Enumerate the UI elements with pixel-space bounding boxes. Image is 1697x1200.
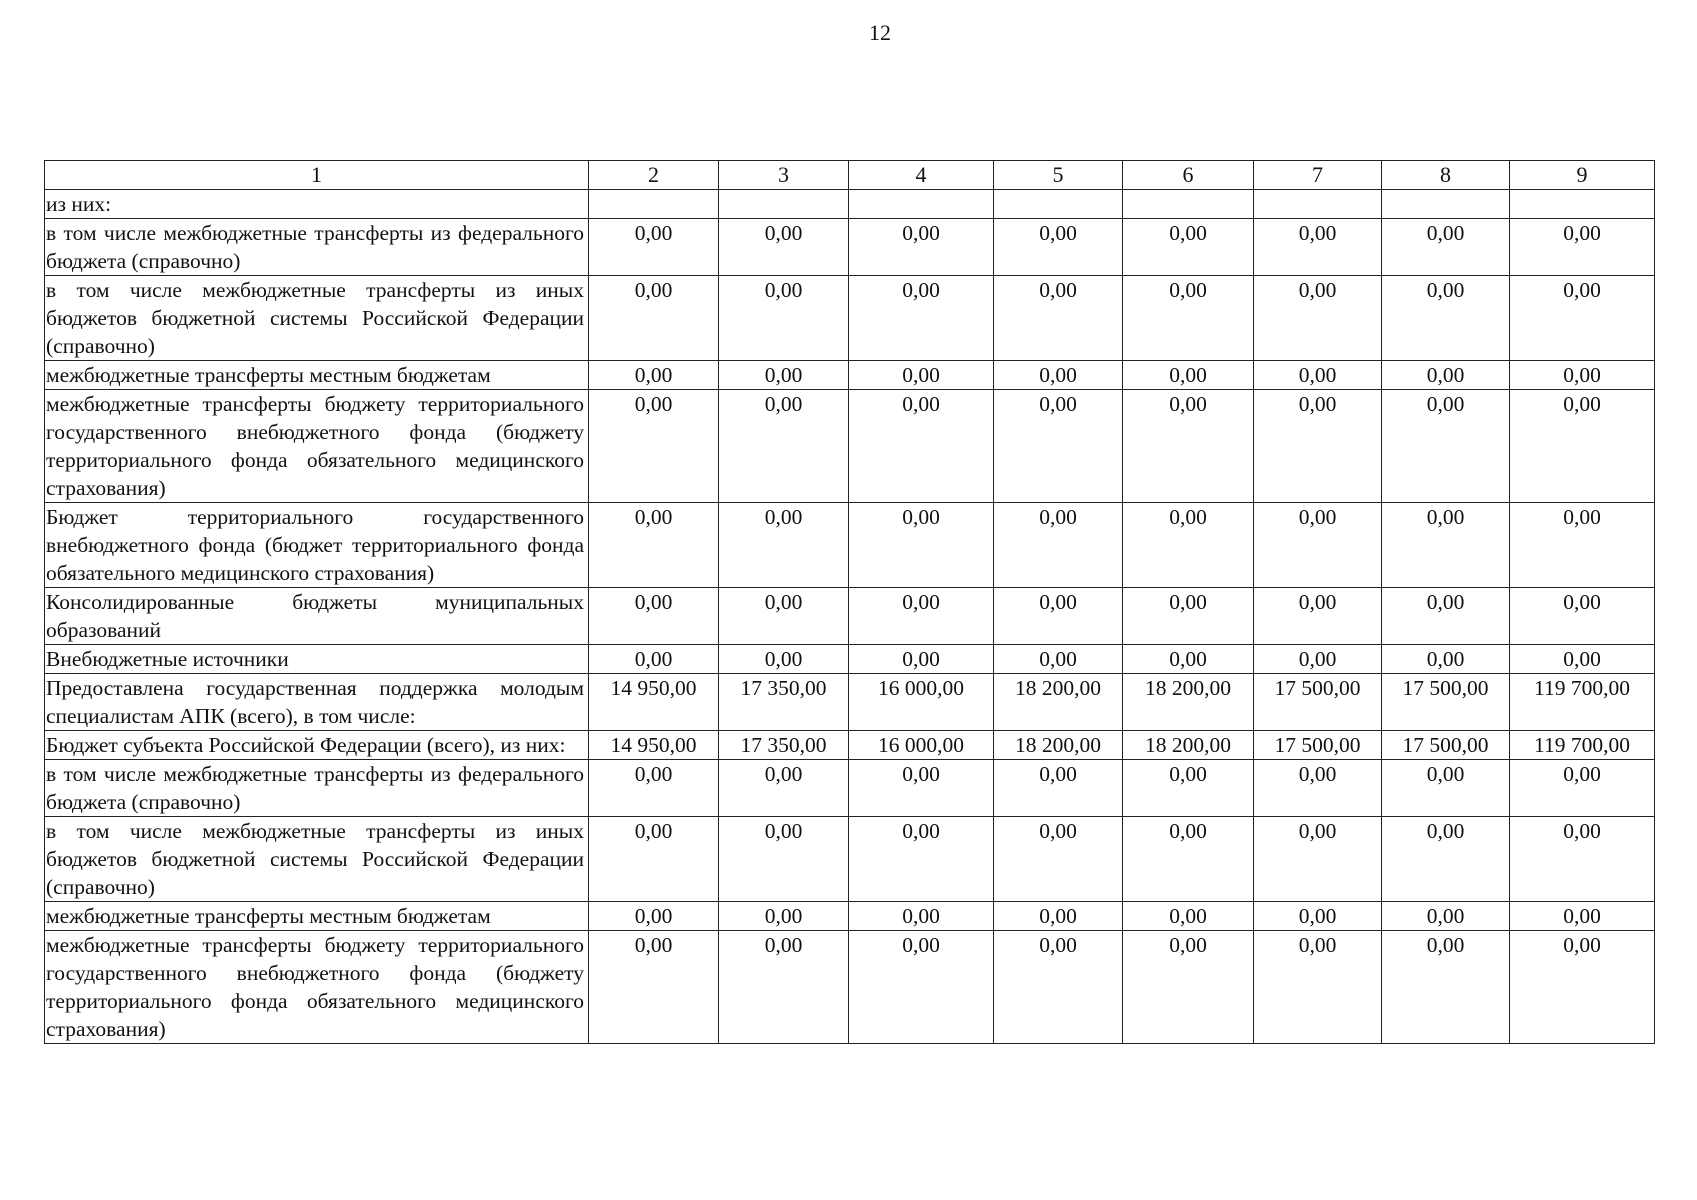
row-value (1123, 190, 1254, 219)
row-value (719, 190, 849, 219)
column-header: 8 (1382, 161, 1510, 190)
row-value: 0,00 (1254, 760, 1382, 817)
table-header-row (45, 161, 1655, 190)
row-value: 0,00 (849, 760, 994, 817)
row-value: 0,00 (589, 276, 719, 361)
row-value: 0,00 (719, 503, 849, 588)
row-value: 0,00 (1510, 390, 1655, 503)
row-value: 0,00 (719, 276, 849, 361)
row-value: 0,00 (1123, 931, 1254, 1044)
row-value: 0,00 (719, 817, 849, 902)
row-value: 18 200,00 (994, 731, 1123, 760)
row-value: 0,00 (589, 902, 719, 931)
row-value: 0,00 (589, 645, 719, 674)
row-value: 0,00 (1382, 219, 1510, 276)
row-value: 17 350,00 (719, 674, 849, 731)
row-label: Консолидированные бюджеты муниципальных образований (45, 588, 589, 645)
row-value: 0,00 (719, 931, 849, 1044)
row-value: 0,00 (1510, 219, 1655, 276)
row-value: 0,00 (719, 760, 849, 817)
table-row (45, 760, 1655, 817)
row-value (994, 190, 1123, 219)
row-value: 0,00 (1510, 817, 1655, 902)
row-value (1382, 190, 1510, 219)
row-value: 0,00 (589, 931, 719, 1044)
row-value: 0,00 (589, 390, 719, 503)
row-value (1254, 190, 1382, 219)
row-value: 0,00 (849, 219, 994, 276)
row-value: 0,00 (849, 931, 994, 1044)
row-value: 0,00 (849, 361, 994, 390)
column-header: 3 (719, 161, 849, 190)
row-value: 0,00 (994, 390, 1123, 503)
row-label: межбюджетные трансферты местным бюджетам (45, 902, 589, 931)
row-value: 0,00 (849, 588, 994, 645)
row-value: 0,00 (719, 390, 849, 503)
table-row (45, 817, 1655, 902)
row-value: 0,00 (589, 503, 719, 588)
row-value (1510, 190, 1655, 219)
row-value: 17 350,00 (719, 731, 849, 760)
row-value: 119 700,00 (1510, 674, 1655, 731)
row-value: 17 500,00 (1382, 674, 1510, 731)
row-value: 16 000,00 (849, 731, 994, 760)
table-row (45, 276, 1655, 361)
row-value: 0,00 (994, 276, 1123, 361)
row-value: 0,00 (849, 390, 994, 503)
row-value: 0,00 (1254, 276, 1382, 361)
row-value: 0,00 (1123, 817, 1254, 902)
row-label: межбюджетные трансферты местным бюджетам (45, 361, 589, 390)
row-value: 17 500,00 (1254, 731, 1382, 760)
row-value: 0,00 (849, 503, 994, 588)
row-label: межбюджетные трансферты бюджету территориального государственного внебюджетного фонда (бюджету территориального фонда обязательного медицинского страхования) (45, 390, 589, 503)
row-value: 119 700,00 (1510, 731, 1655, 760)
row-value: 0,00 (1123, 760, 1254, 817)
row-value: 0,00 (1123, 219, 1254, 276)
row-value: 0,00 (1382, 588, 1510, 645)
row-value: 0,00 (1382, 361, 1510, 390)
row-value: 18 200,00 (1123, 731, 1254, 760)
row-value: 0,00 (994, 931, 1123, 1044)
row-value: 0,00 (1123, 390, 1254, 503)
row-value: 0,00 (849, 817, 994, 902)
row-label: Бюджет территориального государственного внебюджетного фонда (бюджет территориального фонда обязательного медицинского страхования) (45, 503, 589, 588)
table-row (45, 674, 1655, 731)
column-header: 9 (1510, 161, 1655, 190)
column-header: 2 (589, 161, 719, 190)
row-value: 0,00 (1382, 390, 1510, 503)
table-row (45, 902, 1655, 931)
row-label: в том числе межбюджетные трансферты из федерального бюджета (справочно) (45, 219, 589, 276)
row-value: 16 000,00 (849, 674, 994, 731)
row-value: 0,00 (719, 645, 849, 674)
row-value: 0,00 (1254, 902, 1382, 931)
row-value: 18 200,00 (994, 674, 1123, 731)
row-value: 0,00 (994, 645, 1123, 674)
row-value: 0,00 (1254, 219, 1382, 276)
row-value: 14 950,00 (589, 731, 719, 760)
row-label: из них: (45, 190, 589, 219)
column-header: 4 (849, 161, 994, 190)
row-value: 0,00 (1382, 645, 1510, 674)
row-value: 0,00 (719, 588, 849, 645)
row-value: 0,00 (589, 361, 719, 390)
row-value: 17 500,00 (1382, 731, 1510, 760)
row-value: 0,00 (1254, 361, 1382, 390)
row-label: Бюджет субъекта Российской Федерации (всего), из них: (45, 731, 589, 760)
row-label: Внебюджетные источники (45, 645, 589, 674)
row-value (849, 190, 994, 219)
row-value: 0,00 (1510, 760, 1655, 817)
row-label: в том числе межбюджетные трансферты из федерального бюджета (справочно) (45, 760, 589, 817)
table-row (45, 731, 1655, 760)
row-value: 0,00 (994, 817, 1123, 902)
row-value: 0,00 (1510, 276, 1655, 361)
table-row (45, 931, 1655, 1044)
row-value: 0,00 (1254, 817, 1382, 902)
row-value: 0,00 (719, 902, 849, 931)
table-body (45, 161, 1655, 1044)
row-value: 0,00 (719, 361, 849, 390)
row-value: 0,00 (849, 276, 994, 361)
row-value: 0,00 (1382, 817, 1510, 902)
row-value: 0,00 (1510, 361, 1655, 390)
table-row (45, 645, 1655, 674)
row-value: 0,00 (1123, 276, 1254, 361)
table-row (45, 588, 1655, 645)
row-value: 0,00 (994, 361, 1123, 390)
row-label: Предоставлена государственная поддержка молодым специалистам АПК (всего), в том числе: (45, 674, 589, 731)
row-value: 18 200,00 (1123, 674, 1254, 731)
row-value: 0,00 (1510, 645, 1655, 674)
column-header: 7 (1254, 161, 1382, 190)
row-value: 0,00 (1254, 931, 1382, 1044)
row-value: 0,00 (1254, 390, 1382, 503)
row-value: 0,00 (589, 817, 719, 902)
row-value: 0,00 (1510, 588, 1655, 645)
row-value: 0,00 (1123, 361, 1254, 390)
table-row (45, 361, 1655, 390)
table-row (45, 219, 1655, 276)
table-row (45, 190, 1655, 219)
row-value: 0,00 (1382, 503, 1510, 588)
page-number: 12 (869, 20, 891, 45)
row-value: 0,00 (1510, 503, 1655, 588)
row-value: 14 950,00 (589, 674, 719, 731)
row-value: 0,00 (589, 588, 719, 645)
row-value: 0,00 (1382, 902, 1510, 931)
row-value: 0,00 (1123, 503, 1254, 588)
budget-table (44, 160, 1655, 1044)
row-value: 0,00 (1382, 276, 1510, 361)
row-label: в том числе межбюджетные трансферты из иных бюджетов бюджетной системы Российской Федерации (справочно) (45, 817, 589, 902)
row-value: 0,00 (1123, 645, 1254, 674)
row-label: межбюджетные трансферты бюджету территориального государственного внебюджетного фонда (бюджету территориального фонда обязательного медицинского страхования) (45, 931, 589, 1044)
column-header: 6 (1123, 161, 1254, 190)
row-value: 0,00 (1123, 588, 1254, 645)
row-value (589, 190, 719, 219)
row-value: 0,00 (1254, 645, 1382, 674)
column-header: 5 (994, 161, 1123, 190)
row-value: 0,00 (719, 219, 849, 276)
row-value: 0,00 (589, 219, 719, 276)
row-value: 0,00 (1382, 760, 1510, 817)
row-value: 0,00 (1254, 588, 1382, 645)
row-value: 0,00 (1254, 503, 1382, 588)
row-value: 0,00 (849, 645, 994, 674)
row-value: 0,00 (1123, 902, 1254, 931)
row-value: 0,00 (589, 760, 719, 817)
row-value: 0,00 (994, 219, 1123, 276)
row-value: 0,00 (1510, 902, 1655, 931)
row-value: 0,00 (994, 902, 1123, 931)
row-value: 0,00 (849, 902, 994, 931)
column-header: 1 (45, 161, 589, 190)
row-value: 0,00 (994, 588, 1123, 645)
row-value: 0,00 (1510, 931, 1655, 1044)
row-value: 17 500,00 (1254, 674, 1382, 731)
row-label: в том числе межбюджетные трансферты из иных бюджетов бюджетной системы Российской Федерации (справочно) (45, 276, 589, 361)
row-value: 0,00 (1382, 931, 1510, 1044)
table-row (45, 503, 1655, 588)
row-value: 0,00 (994, 503, 1123, 588)
row-value: 0,00 (994, 760, 1123, 817)
table-row (45, 390, 1655, 503)
